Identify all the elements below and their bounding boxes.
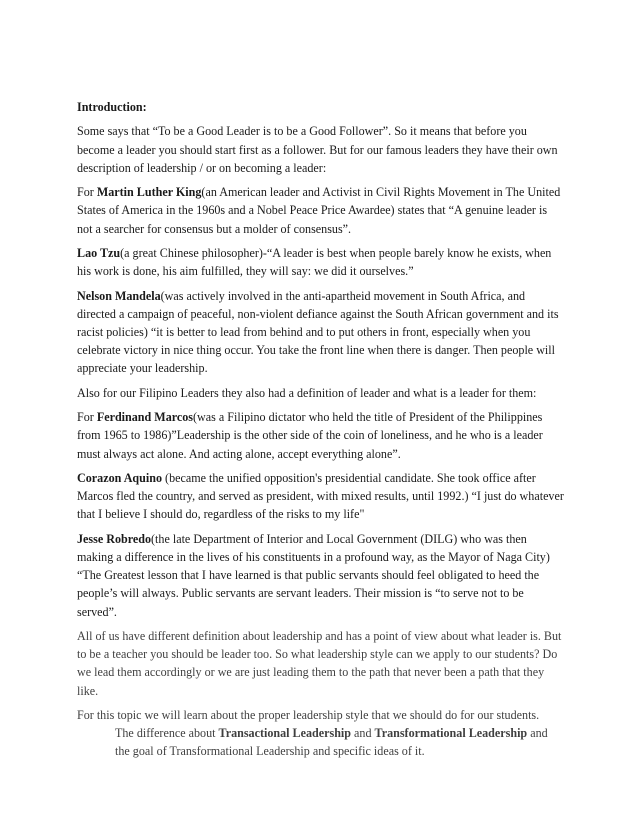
paragraph-intro: Some says that “To be a Good Leader is to be a Good Follower”. So it means that before you become a leader you should start first as a follower. But for our famous leaders they have their own description of leadership / or on becoming a leader: (77, 124, 558, 175)
paragraph-reflection: All of us have different definition about leadership and has a point of view about what leader is. But to be a teacher you should be leader too. So what leadership style can we apply to our students? Do we lead them accordingly or we are just leading them to the path that never been a path that they like. (77, 628, 562, 698)
topic-and: and (351, 726, 375, 741)
document-body (77, 98, 565, 767)
paragraph-topic (77, 706, 565, 761)
topic-transactional: Transactional Leadership (218, 726, 352, 741)
aquino-text: (became the unified opposition's presidential candidate. She took office after Marcos fled the country, and served as president, with mixed results, until 1992.) “I just do whatever that I believe I should do, regardless of the risks to my life" (77, 470, 564, 522)
mandela-text: (was actively involved in the anti-apartheid movement in South Africa, and directed a campaign of peaceful, non-violent defiance against the South African government and its racist policies) “it is better to lead from behind and to put others in front, especially when you celebrate victory in nice thing occur. You take the front line when there is danger. Then people will appreciate your leadership. (77, 288, 559, 376)
robredo-text: (the late Department of Interior and Local Government (DILG) who was then making a difference in the lives of his constituents in a profound way, as the Mayor of Naga City) “The Greatest lesson that I have learned is that public servants should feel obligated to heed the people’s will always. Public servants are servant leaders. Their mission is “to serve not to be served”. (77, 531, 550, 619)
mlk-prefix: For (77, 185, 97, 200)
topic-indent-b: and the goal of Transformational Leadership and specific ideas of it. (115, 726, 548, 759)
paragraph-aquino (77, 469, 565, 524)
topic-indent-a: The difference about (115, 726, 219, 741)
laotzu-name: Lao Tzu (77, 245, 121, 260)
laotzu-text: (a great Chinese philosopher)-“A leader is best when people barely know he exists, when his work is done, his aim fulfilled, they will say: we did it ourselves.” (77, 245, 552, 279)
mandela-name: Nelson Mandela (77, 288, 161, 303)
marcos-text: (was a Filipino dictator who held the title of President of the Philippines from 1965 to 1986)”Leadership is the other side of the coin of loneliness, and he who is a leader must always act alone. And acting alone, accept everything alone”. (77, 410, 543, 461)
heading-introduction: Introduction: (77, 100, 147, 114)
mlk-text: (an American leader and Activist in Civil Rights Movement in The United States of America in the 1960s and a Nobel Peace Price Awardee) states that “A genuine leader is not a searcher for consensus but a molder of consensus”. (77, 185, 561, 236)
paragraph-robredo (77, 530, 565, 621)
topic-transformational: Transformational Leadership (374, 726, 528, 741)
aquino-name: Corazon Aquino (77, 470, 163, 485)
paragraph-mlk (77, 183, 565, 238)
marcos-name: Ferdinand Marcos (96, 410, 194, 425)
mlk-name: Martin Luther King (96, 185, 202, 200)
paragraph-mandela (77, 287, 565, 378)
marcos-prefix: For (77, 410, 97, 425)
paragraph-filipino-intro: Also for our Filipino Leaders they also had a definition of leader and what is a leader for them: (77, 385, 537, 400)
topic-line1: For this topic we will learn about the proper leadership style that we should do for our students. (77, 707, 540, 722)
paragraph-marcos (77, 408, 565, 463)
topic-indented-block (77, 724, 565, 760)
robredo-name: Jesse Robredo (77, 531, 152, 546)
paragraph-laotzu (77, 244, 565, 280)
